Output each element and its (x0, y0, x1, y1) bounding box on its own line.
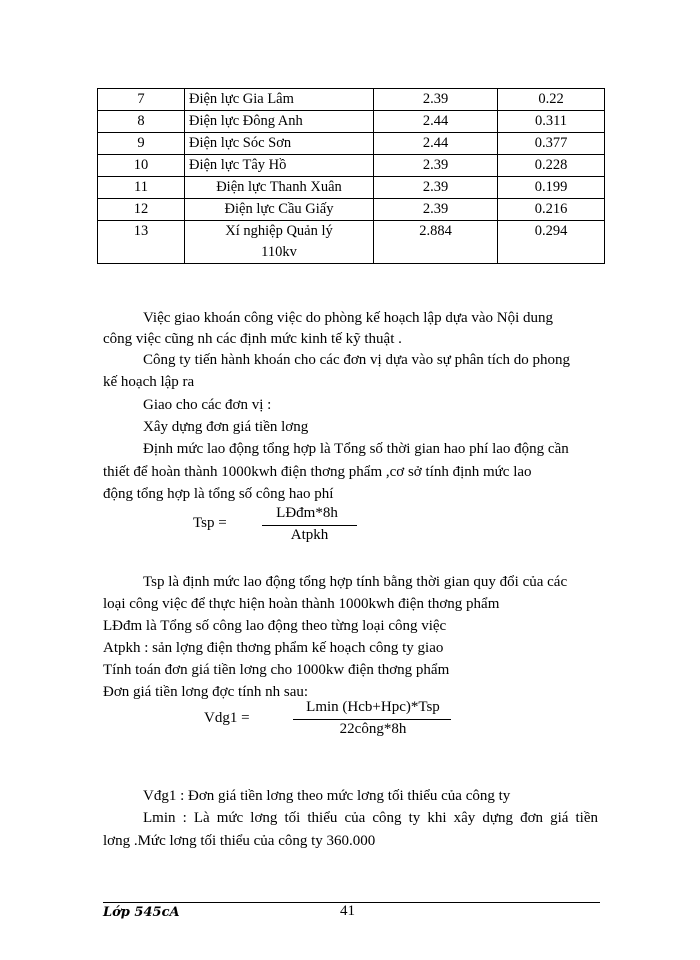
formula-2-lhs: Vdg1 = (204, 710, 250, 726)
data-table (97, 88, 605, 264)
formula-1-fraction-bar (262, 525, 357, 526)
paragraph-line: Atpkh : sản lợng điện thơng phẩm kế hoạch công ty giao (103, 640, 444, 656)
paragraph-line: Việc giao khoán công việc do phòng kế hoạch lập dựa vào Nội dung (143, 310, 554, 326)
paragraph-line: Xây dựng đơn giá tiền lơng (143, 419, 309, 435)
table-row: 12 Điện lực Cầu Giấy 2.39 0.216 (98, 199, 605, 221)
paragraph-line: Giao cho các đơn vị : (143, 397, 272, 413)
table-row: 13 Xí nghiệp Quản lý 110kv 2.884 0.294 (98, 221, 605, 264)
paragraph-line: Vđg1 : Đơn giá tiền lơng theo mức lơng tối thiểu của công ty (143, 788, 511, 804)
paragraph-line: Tsp là định mức lao động tổng hợp tính bằng thời gian quy đổi của các (143, 574, 568, 590)
formula-1-numerator: LĐđm*8h (276, 505, 338, 521)
page-number: 41 (340, 903, 355, 919)
formula-2-numerator: Lmin (Hcb+Hpc)*Tsp (306, 699, 440, 715)
paragraph-line: Đơn giá tiền lơng đợc tính nh sau: (103, 684, 309, 700)
paragraph-line: Tính toán đơn giá tiền lơng cho 1000kw điện thơng phẩm (103, 662, 450, 678)
paragraph-line: loại công việc để thực hiện hoàn thành 1000kwh điện thơng phẩm (103, 596, 500, 612)
formula-1-lhs: Tsp = (193, 515, 227, 531)
paragraph-line: Công ty tiến hành khoán cho các đơn vị dựa vào sự phân tích do phong (143, 352, 571, 368)
formula-1-denominator: Atpkh (290, 527, 329, 543)
table-row: 9 Điện lực Sóc Sơn 2.44 0.377 (98, 133, 605, 155)
formula-2-fraction-bar (293, 719, 451, 720)
paragraph-line: công việc cũng nh các định mức kinh tế kỹ thuật . (103, 331, 402, 347)
table-cell-name: Xí nghiệp Quản lý 110kv (185, 221, 374, 264)
paragraph-line: động tổng hợp là tổng số công hao phí (103, 486, 334, 502)
paragraph-line: Lmin : Là mức lơng tối thiểu của công ty khi xây dựng đơn giá tiền (143, 810, 598, 826)
formula-2-denominator: 22công*8h (339, 721, 407, 737)
table-row: 11 Điện lực Thanh Xuân 2.39 0.199 (98, 177, 605, 199)
footer-class-label: Lớp 545cA (103, 905, 180, 920)
table-row: 7 Điện lực Gia Lâm 2.39 0.22 (98, 89, 605, 111)
paragraph-line: thiết để hoàn thành 1000kwh điện thơng phẩm ,cơ sở tính định mức lao (103, 464, 532, 480)
paragraph-line: LĐđm là Tổng số công lao động theo từng loại công việc (103, 618, 447, 634)
table-row: 8 Điện lực Đông Anh 2.44 0.311 (98, 111, 605, 133)
table-row: 10 Điện lực Tây Hồ 2.39 0.228 (98, 155, 605, 177)
paragraph-line: kế hoạch lập ra (103, 374, 195, 390)
paragraph-line: lơng .Mức lơng tối thiểu của công ty 360.000 (103, 833, 376, 849)
paragraph-line: Định mức lao động tổng hợp là Tổng số thời gian hao phí lao động cần (143, 441, 569, 457)
